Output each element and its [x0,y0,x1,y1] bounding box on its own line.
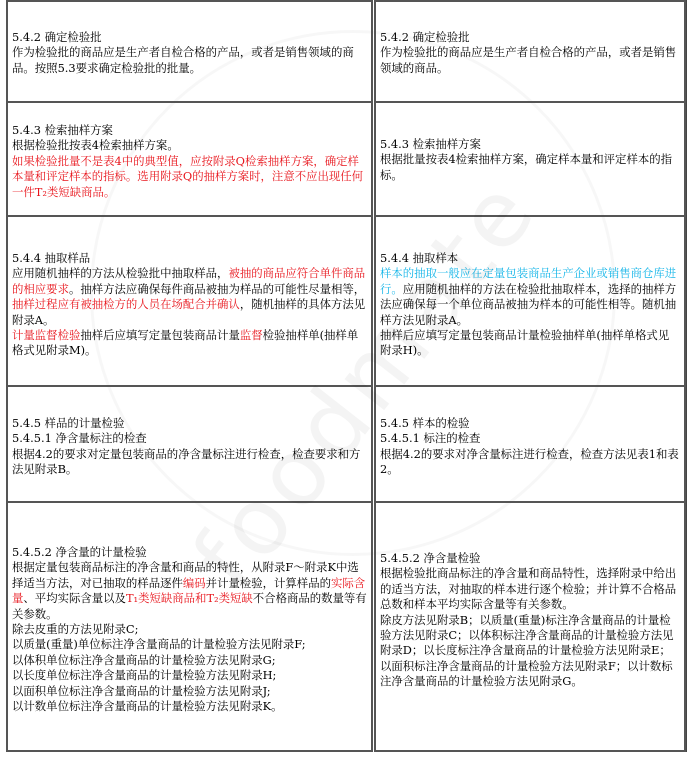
highlight-run: 抽样过程应有被抽检方的人员在场配合并确认 [12,297,240,312]
paragraph: 5.4.5.1 净含量标注的检查 [12,431,147,446]
text-run: 并计量检验，计算样品的 [205,575,331,590]
highlight-run: 监督 [239,328,263,343]
runs-container [380,251,680,359]
text-run: 以长度单位标注净含量商品的计量检验方法见附录H; [12,668,277,683]
text-run: 以质量(重量)单位标注净含量商品的计量检验方法见附录F; [12,637,306,652]
text-run: 除去皮重的方法见附录C; [12,622,139,637]
text-run: 、平均实际含量以及 [23,591,126,606]
highlight-run: 编码 [182,575,206,590]
highlight-added-text: 如果检验批量不是表4中的典型值，应按附录Q检索抽样方案，确定样本量和评定样本的指标。选用附录Q的抽样方案时，注意不应出现任何一件T₂类短缺商品。 [12,153,364,199]
paragraph: 作为检验批的商品应是生产者自检合格的产品，或者是销售领域的商品。按照5.3要求确定检验批的批量。 [12,45,354,75]
paragraph: 5.4.3 检索抽样方案 [12,123,113,137]
text-run: 5.4.5.2 净含量的计量检验 [12,545,147,559]
text-run: 检验抽样单(抽样单格式见附录M)。 [12,328,359,358]
paragraph: 根据4.2的要求对净含量标注进行检查，检查方法见表1和表2。 [380,446,679,477]
table-row [6,101,686,217]
text-run: 。抽样方法应确保每件商品被抽为样品的可能性尽量相等， [68,281,366,296]
text-run: 根据定量包装商品标注的净含量和商品的特性，从附录F～附录K中选择适当方法，对已抽取的样品逐件 [12,560,359,590]
cell-new-standard [374,101,686,217]
cell-new-standard [374,501,686,752]
paragraph: 5.4.2 确定检验批 [12,30,102,44]
text-run: ，随机抽样的具体方法见附录A。 [12,297,366,327]
cell-new-standard [374,215,686,387]
paragraph: 5.4.3 检索抽样方案 [380,137,481,151]
table-row [6,385,686,503]
text-run: 以面积单位标注净含量商品的计量检验方法见附录J; [12,683,271,698]
runs-container [380,551,680,690]
paragraph: 5.4.2 确定检验批 [380,30,470,44]
cell-old-standard [6,101,373,217]
highlight-run: 实际含量 [12,575,366,606]
cell-old-standard [6,385,373,503]
comparison-table [6,0,687,752]
paragraph: 5.4.5 样本的检验 [380,416,470,430]
highlight-run: 计量监督检验 [12,328,81,343]
table-row [6,501,686,752]
text-run: 以计数单位标注净含量商品的计量检验方法见附录K。 [12,699,283,714]
runs-container [12,251,367,359]
paragraph: 作为检验批的商品应是生产者自检合格的产品，或者是销售领域的商品。 [380,45,677,75]
paragraph: 5.4.5 样品的计量检验 [12,416,125,430]
text-run: 抽样后应填写定量包装商品计量 [80,328,240,343]
highlight-run: 被抽的商品应符合单件商品的相应要求 [12,266,366,296]
text-run: 以体积单位标注净含量商品的计量检验方法见附录G; [12,652,276,667]
text-run: 应用随机抽样的方法从检验批中抽取样品， [12,266,229,281]
text-run: 5.4.5.2 净含量检验 [380,551,481,565]
highlight-run: T₁类短缺商品和T₂类短缺 [125,591,253,606]
cell-old-standard [6,0,373,103]
text-run: 除皮方法见附录B；以质量(重量)标注净含量商品的计量检验方法见附录C；以体积标注净含量商品的计量检验方法见附录D；以长度标注净含量商品的计量检验方法见附录E；以面积标注净含量商品的计量检验方法见附录F；以计数标注净含量商品的计量检验方法见附录G。 [380,612,674,689]
table-row [6,0,686,103]
paragraph: 5.4.5.1 标注的检查 [380,431,481,446]
highlight-run: 样本的抽取一般应在定量包装商品生产企业或销售商仓库进行。 [380,266,677,296]
paragraph: 根据批量按表4检索抽样方案，确定样本量和评定样本的指标。 [380,152,673,182]
text-run: 根据检验批商品标注的净含量和商品特性，选择附录中给出的适当方法，对抽取的样本进行逐个检验；并计算不合格品总数和样本平均实际含量等有关参数。 [380,566,677,612]
cell-new-standard [374,385,686,503]
paragraph: 根据检验批按表4检索抽样方案。 [12,138,179,153]
text-run: 5.4.4 抽取样本 [380,251,459,265]
cell-new-standard [374,0,686,103]
text-run: 不合格商品的数量等有关参数。 [12,591,367,621]
text-run: 5.4.4 抽取样品 [12,251,91,265]
runs-container [12,545,367,714]
text-run: 应用随机抽样的方法在检验批抽取样本，选择的抽样方法应确保每一个单位商品被抽为样本的可能性相等。随机抽样方法见附录A。 [380,281,677,327]
paragraph: 根据4.2的要求对定量包装商品的净含量标注进行检查，检查要求和方法见附录B。 [12,446,361,477]
table-row [6,215,686,387]
cell-old-standard [6,215,373,387]
text-run: 抽样后应填写定量包装商品计量检验抽样单(抽样单格式见附录H)。 [380,328,670,358]
cell-old-standard [6,501,373,752]
